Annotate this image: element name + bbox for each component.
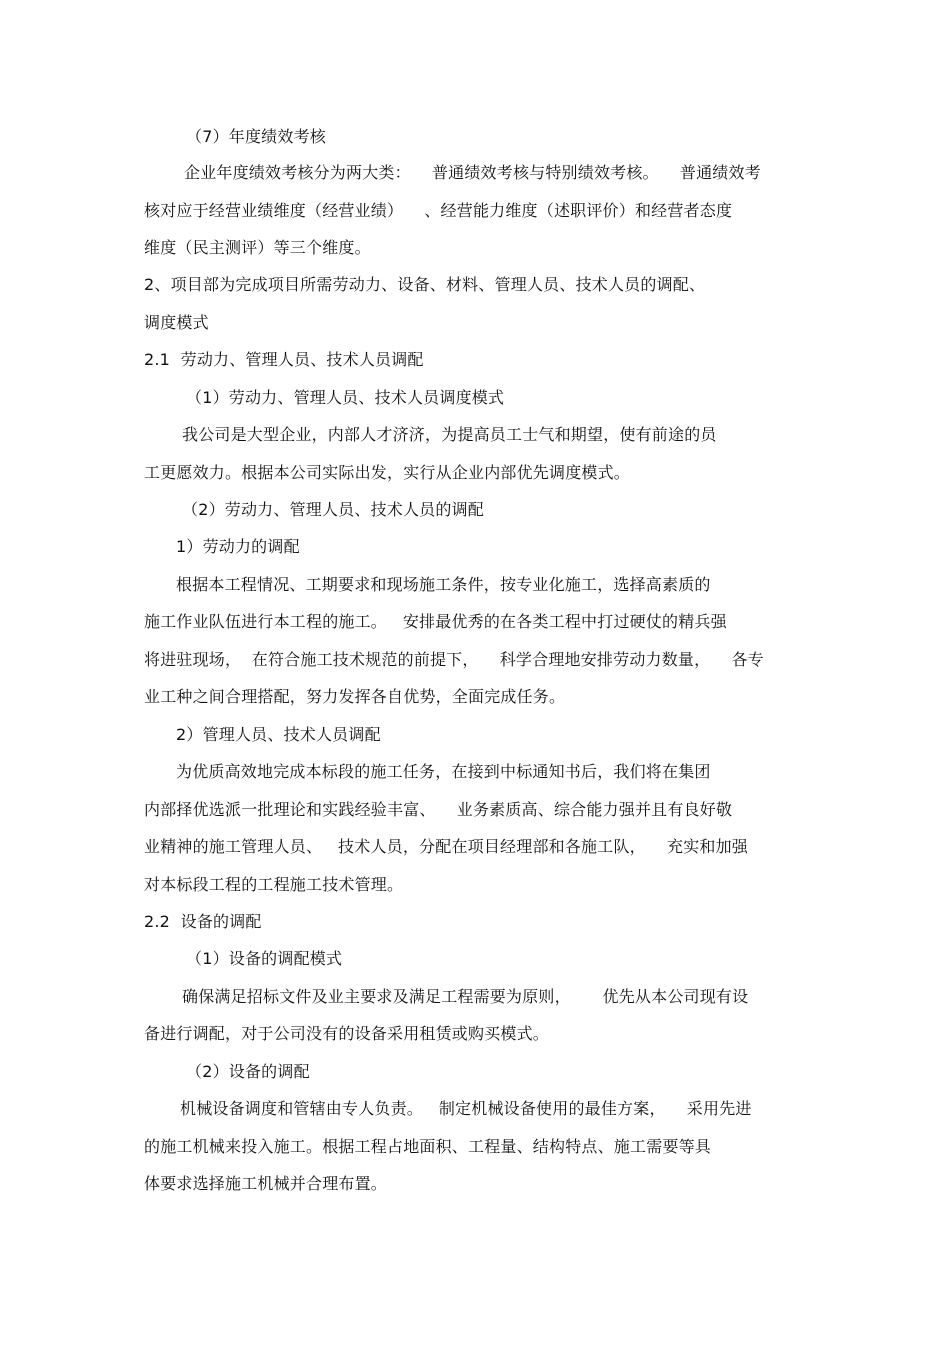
paragraph-line: 为优质高效地完成本标段的施工任务，在接到中标通知书后，我们将在集团 [176, 762, 711, 781]
subsection-heading-2-2: 2.2 设备的调配 [144, 912, 262, 931]
paragraph-line: 对本标段工程的工程施工技术管理。 [144, 875, 404, 894]
paragraph-line: 我公司是大型企业，内部人才济济，为提高员工士气和期望，使有前途的员 [182, 425, 717, 444]
paragraph-line: 内部择优选派一批理论和实践经验丰富、 业务素质高、综合能力强并且有良好敬 [144, 800, 733, 819]
paragraph-line: 核对应于经营业绩维度（经营业绩） 、经营能力维度（述职评价）和经营者态度 [144, 201, 733, 220]
section-heading-2-cont: 调度模式 [144, 313, 209, 332]
subsection-heading-2-1: 2.1 劳动力、管理人员、技术人员调配 [144, 350, 424, 369]
paragraph-line: 体要求选择施工机械并合理布置。 [144, 1174, 388, 1193]
paragraph-line: 业工种之间合理搭配，努力发挥各自优势，全面完成任务。 [144, 687, 566, 706]
paragraph-line: 确保满足招标文件及业主要求及满足工程需要为原则， 优先从本公司现有设 [182, 987, 749, 1006]
section-heading-2: 2、项目部为完成项目所需劳动力、设备、材料、管理人员、技术人员的调配、 [144, 275, 706, 294]
paragraph-line: 工更愿效力。根据本公司实际出发，实行从企业内部优先调度模式。 [144, 463, 631, 482]
paragraph-line: 施工作业队伍进行本工程的施工。 安排最优秀的在各类工程中打过硬仗的精兵强 [144, 612, 727, 631]
subheading-labor-mode: （1）劳动力、管理人员、技术人员调度模式 [186, 388, 505, 407]
paragraph-line: 将进驻现场， 在符合施工技术规范的前提下， 科学合理地安排劳动力数量， 各专 [144, 650, 764, 669]
heading-annual-performance: （7）年度绩效考核 [186, 127, 326, 146]
subheading-labor-allocation: （2）劳动力、管理人员、技术人员的调配 [182, 500, 484, 519]
paragraph-line: 根据本工程情况、工期要求和现场施工条件，按专业化施工，选择高素质的 [176, 575, 711, 594]
subheading-equipment-mode: （1）设备的调配模式 [186, 949, 343, 968]
subheading-equipment-allocation: （2）设备的调配 [186, 1062, 310, 1081]
paragraph-line: 业精神的施工管理人员、 技术人员，分配在项目经理部和各施工队， 充实和加强 [144, 837, 749, 856]
paragraph-line: 的施工机械来投入施工。根据工程占地面积、工程量、结构特点、施工需要等具 [144, 1137, 712, 1156]
item-heading-labor: 1）劳动力的调配 [176, 537, 300, 556]
item-heading-management: 2）管理人员、技术人员调配 [176, 725, 381, 744]
paragraph-line: 备进行调配，对于公司没有的设备采用租赁或购买模式。 [144, 1024, 550, 1043]
paragraph-line: 维度（民主测评）等三个维度。 [144, 238, 371, 257]
paragraph-line: 企业年度绩效考核分为两大类： 普通绩效考核与特别绩效考核。 普通绩效考 [184, 163, 761, 182]
paragraph-line: 机械设备调度和管辖由专人负责。 制定机械设备使用的最佳方案， 采用先进 [180, 1099, 752, 1118]
